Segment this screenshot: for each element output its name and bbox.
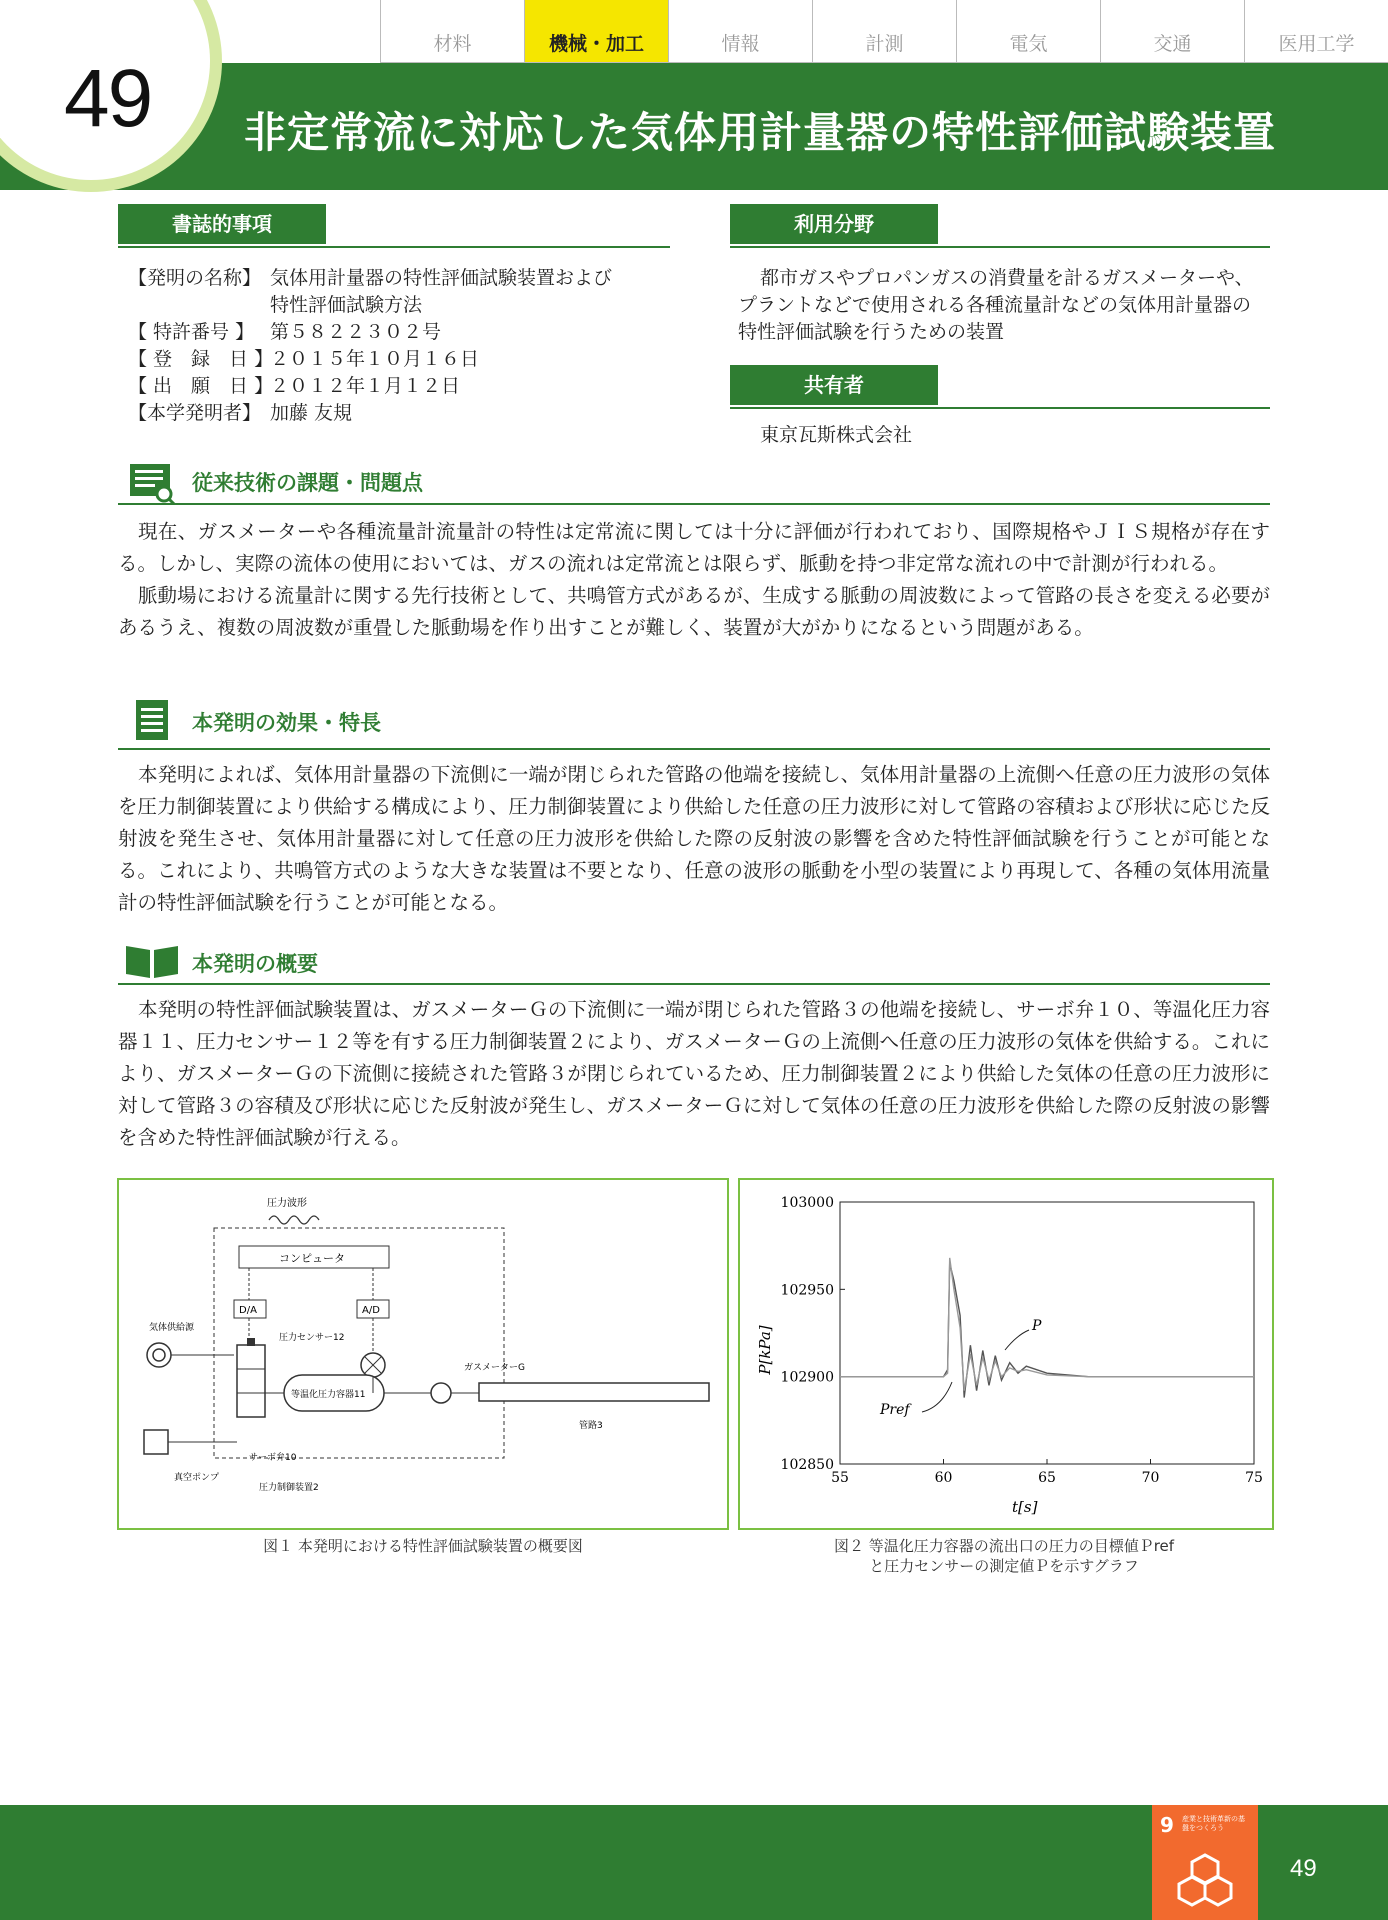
- bib-row-filed: 【 出 願 日 】 ２０１２年１月１２日: [128, 375, 461, 397]
- summary-rule: [118, 983, 1270, 985]
- annotation-p: P: [1032, 1318, 1042, 1334]
- summary-body: [118, 994, 1270, 1154]
- pressure-chart: [740, 1180, 1272, 1528]
- x-tick-label: 55: [831, 1470, 849, 1486]
- footer-page-number: 49: [1290, 1855, 1317, 1882]
- series-line-pref: [840, 1258, 1254, 1391]
- x-axis-label: t[s]: [1012, 1498, 1038, 1516]
- problems-rule: [118, 503, 1270, 505]
- owner-rule: [730, 407, 1270, 409]
- magnifier-document-icon: [128, 458, 176, 504]
- label-servo: サーボ弁10: [249, 1453, 297, 1463]
- usage-heading: 利用分野: [730, 204, 938, 244]
- label-meter: ガスメーターG: [464, 1363, 525, 1373]
- sdg-badge: [1152, 1805, 1258, 1920]
- bib-row-patent: 【 特許番号 】 第５８２２３０２号: [128, 321, 442, 343]
- label-source: 気体供給源: [149, 1323, 195, 1333]
- figure1-frame: [117, 1178, 729, 1530]
- label-ad: A/D: [362, 1305, 380, 1316]
- effects-heading: 本発明の効果・特長: [192, 711, 381, 735]
- label-sensor: 圧力センサー12: [279, 1333, 345, 1343]
- x-tick-label: 75: [1245, 1470, 1263, 1486]
- tab-mechanical[interactable]: 機械・加工: [524, 0, 668, 63]
- bib-row-title-cont: 特性評価試験方法: [270, 294, 423, 316]
- annotation-pref-arrow: [922, 1382, 952, 1412]
- page-number: 49: [64, 53, 152, 144]
- tab-measurement[interactable]: 計測: [812, 0, 956, 63]
- label-pump: 真空ポンプ: [174, 1473, 220, 1483]
- effects-rule: [118, 748, 1270, 750]
- x-tick-label: 60: [934, 1470, 953, 1486]
- label-computer: コンピュータ: [279, 1252, 345, 1265]
- apparatus-diagram: [119, 1180, 727, 1528]
- pipe-line: [479, 1383, 709, 1401]
- bib-row-inventor: 【本学発明者】 加藤 友規: [128, 402, 353, 424]
- sdg-number: 9: [1160, 1813, 1174, 1837]
- tab-electric[interactable]: 電気: [956, 0, 1100, 63]
- cubes-icon: [1174, 1851, 1236, 1907]
- problems-heading: 従来技術の課題・問題点: [192, 471, 423, 495]
- label-controller: 圧力制御装置2: [259, 1483, 319, 1493]
- effects-body: [118, 759, 1270, 919]
- bib-row-registered: 【 登 録 日 】 ２０１５年１０月１６日: [128, 348, 480, 370]
- summary-paragraph-1: 本発明の特性評価試験装置は、ガスメーターＧの下流側に一端が閉じられた管路３の他端を接続し、サーボ弁１０、等温化圧力容器１１、圧力センサー１２等を有する圧力制御装置２により、ガスメーターＧの上流側へ任意の圧力波形の気体を供給する。これにより、ガスメーターＧの下流側に接続された管路３が閉じられているため、圧力制御装置２により供給した気体の任意の圧力波形に対して管路３の容積及び形状に応じた反射波が発生し、ガスメーターＧに対して気体の任意の圧力波形を供給した際の反射波の影響を含めた特性評価試験が行える。: [118, 998, 1270, 1149]
- series-line-p: [840, 1263, 1254, 1398]
- vacuum-pump-icon: [144, 1430, 168, 1454]
- open-book-icon: [124, 942, 180, 980]
- usage-rule: [730, 246, 1270, 248]
- owner-name: 東京瓦斯株式会社: [760, 424, 913, 446]
- figure2-frame: [738, 1178, 1274, 1530]
- pressure-wave-icon: [269, 1216, 319, 1224]
- bibliography-rule: [118, 246, 670, 248]
- tab-information[interactable]: 情報: [668, 0, 812, 63]
- problems-paragraph-1: 現在、ガスメーターや各種流量計流量計の特性は定常流に関しては十分に評価が行われており、国際規格やＪＩＳ規格が存在する。しかし、実際の流体の使用においては、ガスの流れは定常流とは限らず、脈動を持つ非定常な流れの中で計測が行われる。: [118, 520, 1270, 575]
- document-icon: [134, 698, 170, 742]
- effects-paragraph-1: 本発明によれば、気体用計量器の下流側に一端が閉じられた管路の他端を接続し、気体用計量器の上流側へ任意の圧力波形の気体を圧力制御装置により供給する構成により、圧力制御装置により供給した任意の圧力波形に対して管路の容積および形状に応じた反射波を発生させ、気体用計量器に対して任意の圧力波形を供給した際の反射波の影響を含めた特性評価試験を行うことが可能となる。これにより、共鳴管方式のような大きな装置は不要となり、任意の波形の脈動を小型の装置により再現して、各種の気体用流量計の特性評価試験を行うことが可能となる。: [118, 763, 1270, 914]
- label-da: D/A: [239, 1305, 257, 1316]
- figure2-caption-line1: 図２ 等温化圧力容器の流出口の圧力の目標値Ｐref: [833, 1537, 1175, 1555]
- x-tick-label: 65: [1038, 1470, 1056, 1486]
- label-vessel: 等温化圧力容器11: [291, 1390, 366, 1400]
- usage-text: 都市ガスやプロパンガスの消費量を計るガスメーターや、プラントなどで使用される各種流量計などの気体用計量器の特性評価試験を行うための装置: [738, 267, 1254, 343]
- category-tabs: [380, 0, 1388, 63]
- bibliography-list: [128, 265, 612, 427]
- figure2-caption: [738, 1536, 1270, 1576]
- y-tick-label: 102850: [780, 1457, 834, 1473]
- page-title: 非定常流に対応した気体用計量器の特性評価試験装置: [244, 108, 1277, 157]
- y-tick-label: 102900: [780, 1369, 834, 1386]
- annotation-p-arrow: [1005, 1330, 1029, 1350]
- owner-heading: 共有者: [730, 365, 938, 405]
- plot-area: [840, 1202, 1254, 1464]
- problems-body: [118, 516, 1270, 644]
- annotation-pref: Pref: [880, 1402, 910, 1418]
- problems-paragraph-2: 脈動場における流量計に関する先行技術として、共鳴管方式があるが、生成する脈動の周波数によって管路の長さを変える必要があるうえ、複数の周波数が重畳した脈動場を作り出すことが難しく、装置が大がかりになるという問題がある。: [118, 584, 1270, 639]
- y-axis-label: P[kPa]: [756, 1325, 774, 1375]
- label-pipe: 管路3: [579, 1421, 603, 1431]
- tab-medical[interactable]: 医用工学: [1244, 0, 1388, 63]
- bibliography-heading: 書誌的事項: [118, 204, 326, 244]
- supply-source-icon: [147, 1343, 171, 1367]
- tab-transport[interactable]: 交通: [1100, 0, 1244, 63]
- y-tick-label: 103000: [780, 1195, 834, 1211]
- bib-row-title: 【発明の名称】 気体用計量器の特性評価試験装置および: [128, 267, 613, 289]
- y-tick-label: 102950: [780, 1282, 834, 1299]
- sdg-text: 産業と技術革新の基盤をつくろう: [1182, 1815, 1245, 1832]
- figure2-caption-line2: と圧力センサーの測定値Ｐを示すグラフ: [869, 1557, 1139, 1575]
- figure1-caption: 図１ 本発明における特性評価試験装置の概要図: [263, 1537, 583, 1555]
- gas-meter-icon: [431, 1383, 451, 1403]
- x-tick-label: 70: [1141, 1470, 1160, 1486]
- servo-valve: [237, 1345, 265, 1417]
- summary-heading: 本発明の概要: [192, 952, 318, 976]
- tab-materials[interactable]: 材料: [380, 0, 524, 63]
- label-wave: 圧力波形: [267, 1198, 307, 1209]
